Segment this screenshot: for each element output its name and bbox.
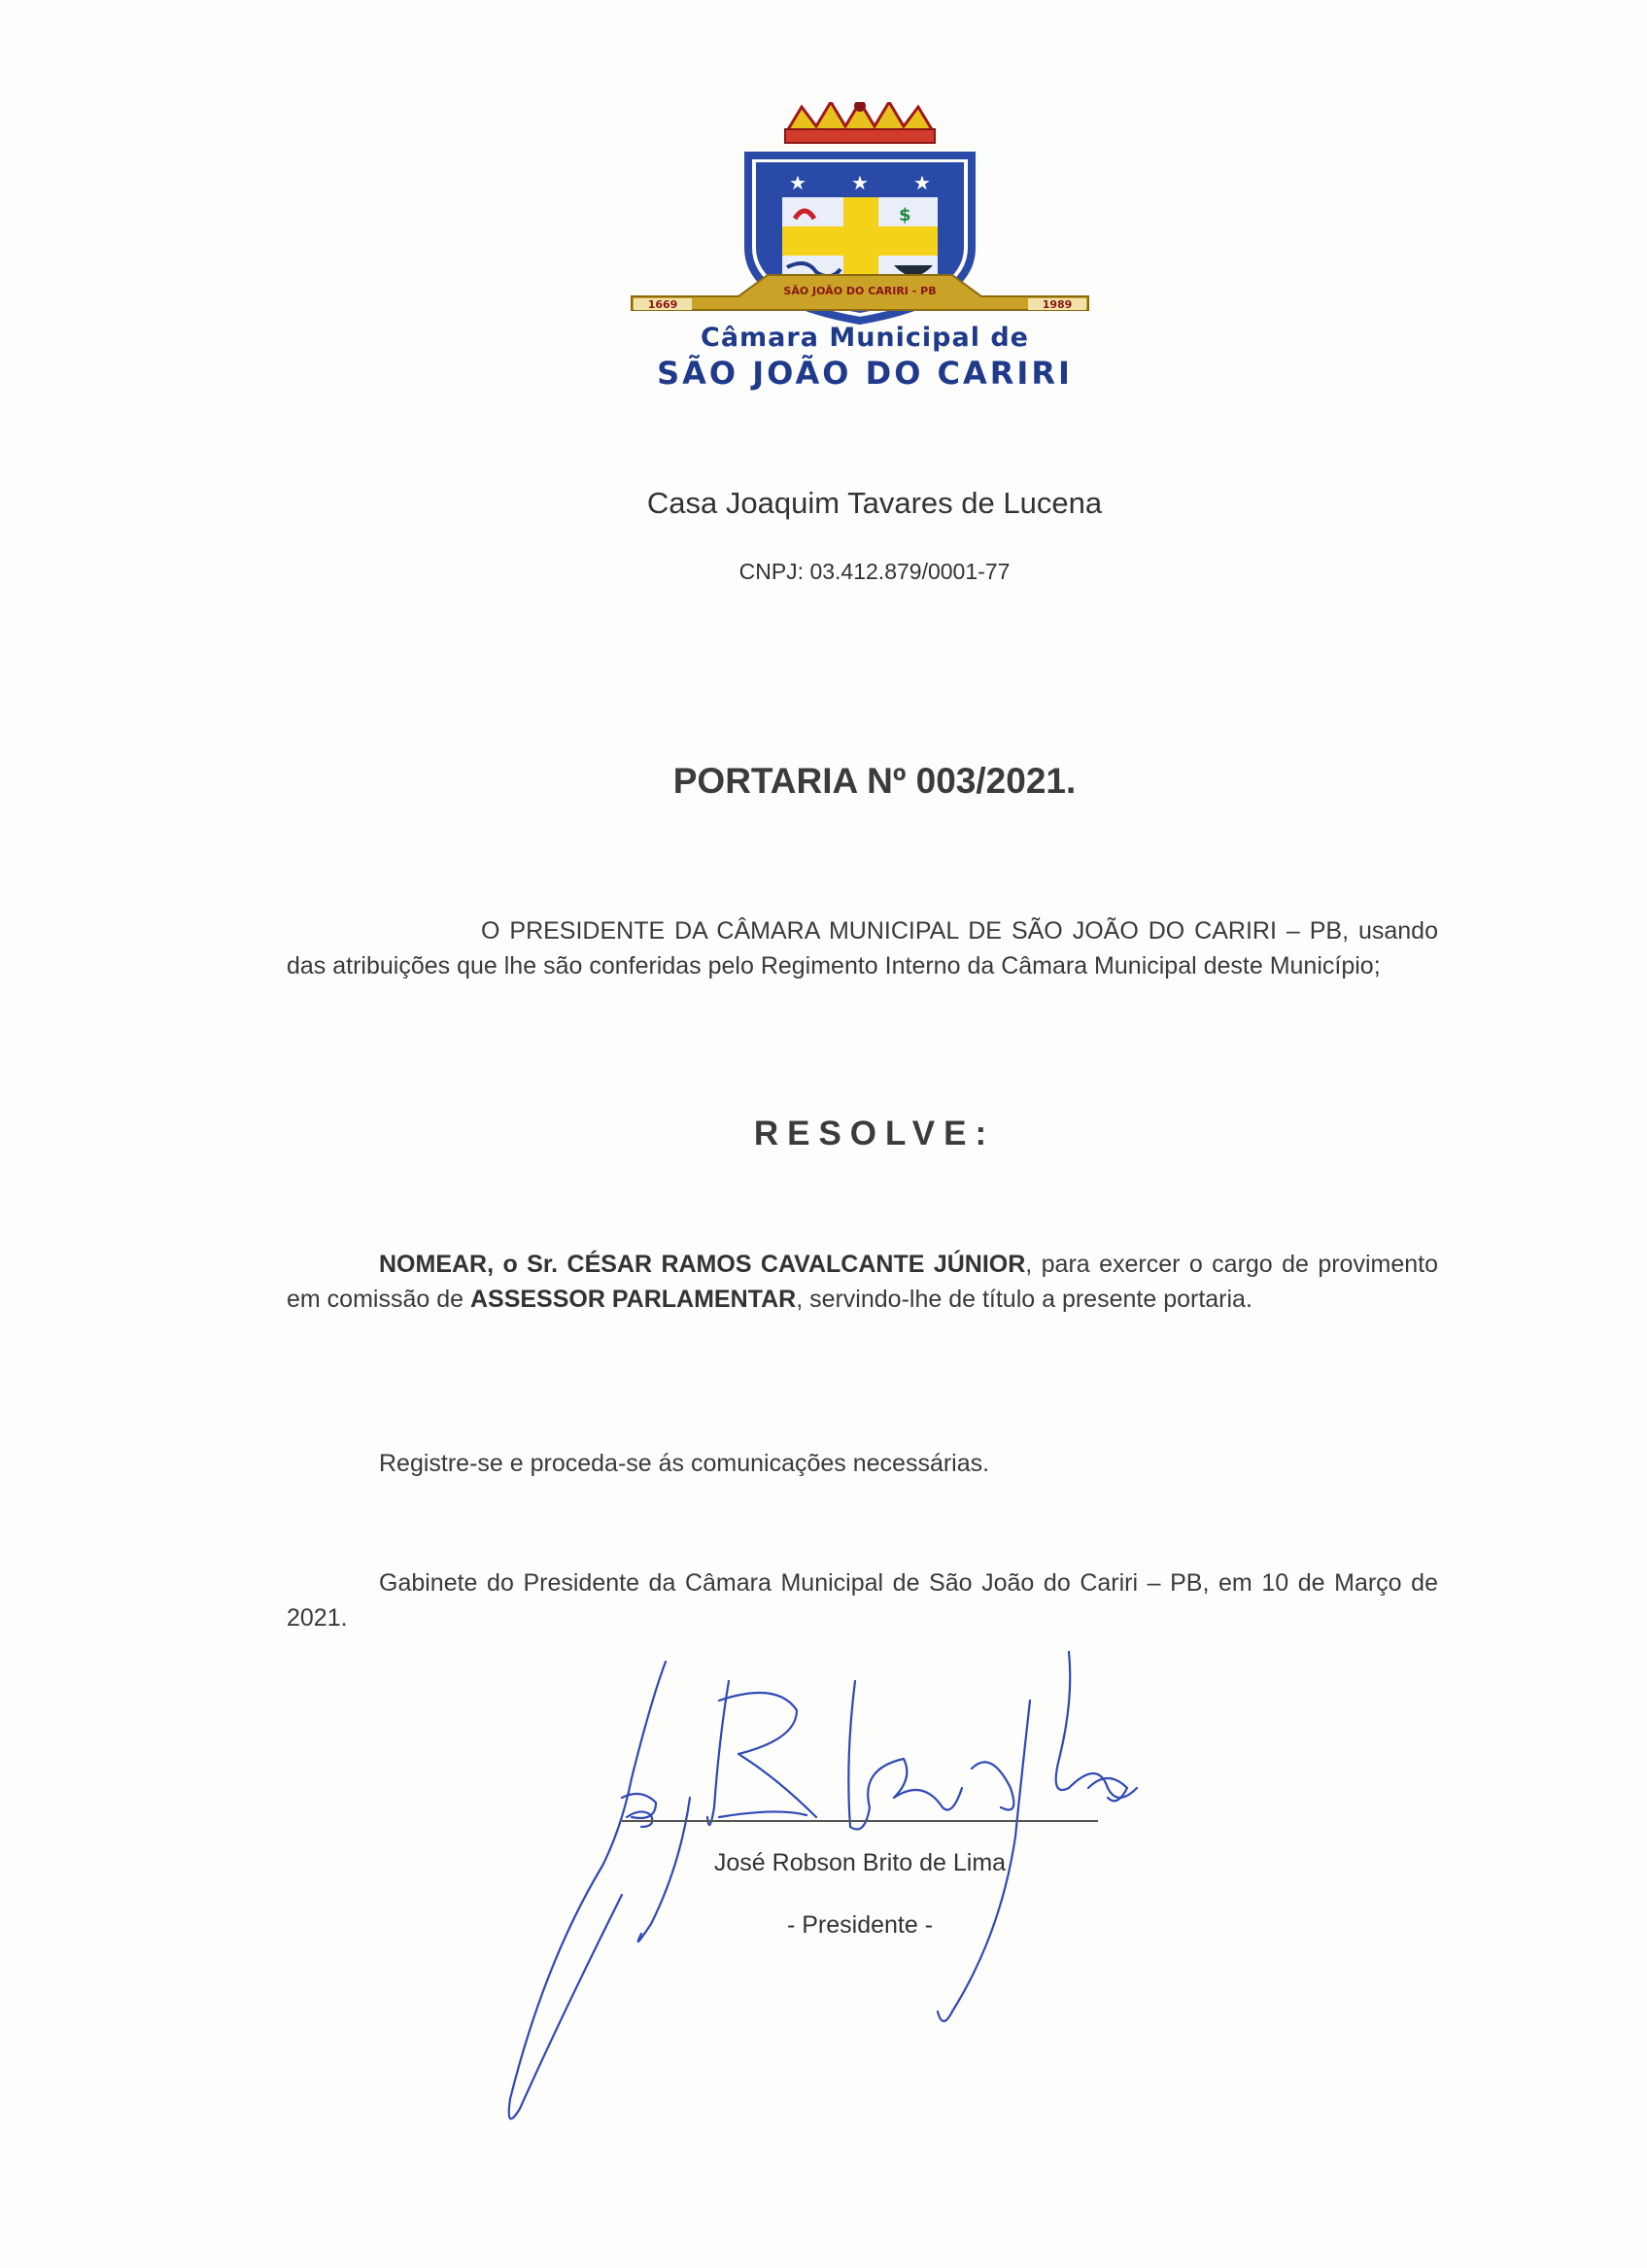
signature-line [622,1820,1098,1822]
resolve-heading: RESOLVE: [753,1115,996,1152]
institution-house-name: Casa Joaquim Tavares de Lucena [646,486,1103,520]
svg-text:★: ★ [913,171,931,194]
svg-text:$: $ [899,205,911,225]
camara-name-line1: Câmara Municipal de [701,323,1029,353]
svg-text:★: ★ [851,171,869,194]
camara-name-line2: SÃO JOÃO DO CARIRI [657,355,1073,392]
crown-icon [785,102,935,143]
document-title: PORTARIA Nº 003/2021. [672,761,1077,801]
institution-cnpj: CNPJ: 03.412.879/0001-77 [738,559,1011,584]
appointee-name: Sr. CÉSAR RAMOS CAVALCANTE JÚNIOR [527,1251,1026,1278]
logo-ribbon-text: SÃO JOÃO DO CARIRI - PB [783,285,937,297]
appointment-role: ASSESSOR PARLAMENTAR [469,1286,797,1313]
appointment-paragraph [287,1247,1438,1317]
handwritten-signature [486,1642,1166,2148]
signer-role: - Presidente - [786,1911,934,1939]
coat-of-arms-icon [622,102,1108,326]
logo-year-left: 1669 [647,298,678,311]
closing-paragraph: Gabinete do Presidente da Câmara Municipal de São João do Cariri – PB, em 10 de Março de 2021. [287,1569,1438,1632]
signer-name: José Robson Brito de Lima [713,1849,1007,1876]
register-paragraph: Registre-se e proceda-se ás comunicações necessárias. [379,1450,990,1477]
svg-text:★: ★ [789,171,806,194]
appointment-connector: o [494,1251,528,1278]
logo-year-right: 1989 [1042,298,1073,311]
appointment-text-1: , para exercer o cargo de provimento em comissão de [287,1251,1438,1313]
intro-paragraph: O PRESIDENTE DA CÂMARA MUNICIPAL DE SÃO JOÃO DO CARIRI – PB, usando das atribuições que lhe são conferidas pelo Regimento Interno da Câmara Municipal deste Município; [287,917,1438,979]
appointment-text-2: , servindo-lhe de título a presente portaria. [796,1286,1252,1313]
appointment-verb: NOMEAR, [379,1251,495,1278]
